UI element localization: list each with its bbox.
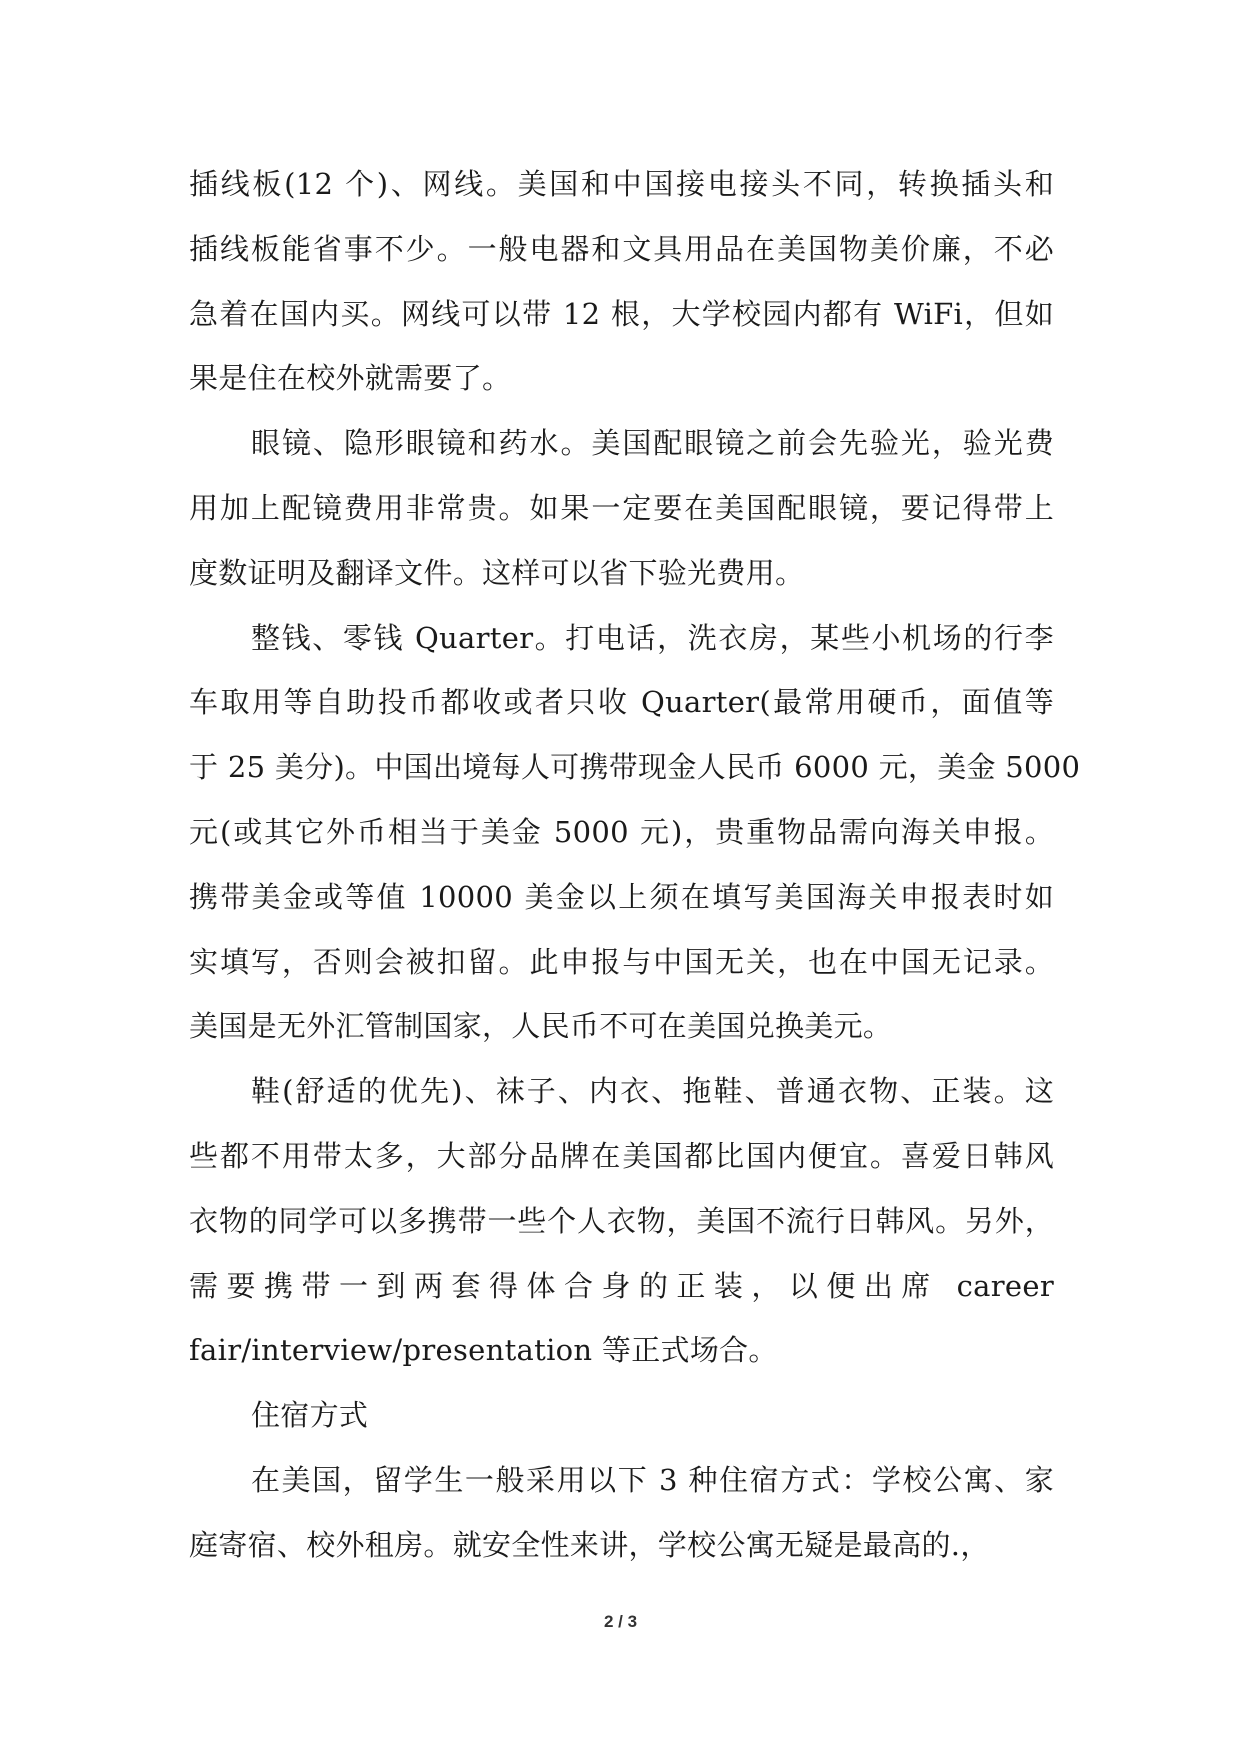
text-line: 庭寄宿、校外租房。就安全性来讲，学校公寓无疑是最高的.， [189,1527,990,1562]
paragraph-start-line: 整钱、零钱 Quarter。打电话，洗衣房，某些小机场的行李 [251,620,1054,655]
text-line: 于 25 美分)。中国出境每人可携带现金人民币 6000 元，美金 5000 [189,750,1081,785]
text-line: 插线板能省事不少。一般电器和文具用品在美国物美价廉，不必 [189,231,1054,266]
text-line: 急着在国内买。网线可以带 12 根，大学校园内都有 WiFi，但如 [189,296,1054,331]
text-line: 度数证明及翻译文件。这样可以省下验光费用。 [189,555,805,590]
text-line: 需要携带一到两套得体合身的正装，以便出席 career [189,1268,1054,1303]
section-heading: 住宿方式 [251,1398,369,1433]
text-line: 果是住在校外就需要了。 [189,361,512,396]
text-line: 些都不用带太多，大部分品牌在美国都比国内便宜。喜爱日韩风 [189,1138,1054,1173]
text-line: 元(或其它外币相当于美金 5000 元)，贵重物品需向海关申报。 [189,814,1054,849]
text-line: 插线板(12 个)、网线。美国和中国接电接头不同，转换插头和 [189,167,1054,201]
paragraph-start-line: 在美国，留学生一般采用以下 3 种住宿方式：学校公寓、家 [251,1462,1054,1497]
text-line: 美国是无外汇管制国家，人民币不可在美国兑换美元。 [189,1009,893,1044]
paragraph-start-line: 鞋(舒适的优先)、袜子、内衣、拖鞋、普通衣物、正装。这 [251,1074,1054,1109]
text-line: 携带美金或等值 10000 美金以上须在填写美国海关申报表时如 [189,879,1054,914]
text-line: 用加上配镜费用非常贵。如果一定要在美国配眼镜，要记得带上 [189,490,1054,525]
text-line: fair/interview/presentation 等正式场合。 [189,1333,778,1368]
text-line: 实填写，否则会被扣留。此申报与中国无关，也在中国无记录。 [189,944,1054,979]
page-number: 2 / 3 [603,1612,638,1631]
text-line: 衣物的同学可以多携带一些个人衣物，美国不流行日韩风。另外， [189,1203,1054,1238]
paragraph-start-line: 眼镜、隐形眼镜和药水。美国配眼镜之前会先验光，验光费 [251,426,1054,461]
text-line: 车取用等自助投币都收或者只收 Quarter(最常用硬币，面值等 [189,685,1054,720]
document-body [189,152,1081,1578]
